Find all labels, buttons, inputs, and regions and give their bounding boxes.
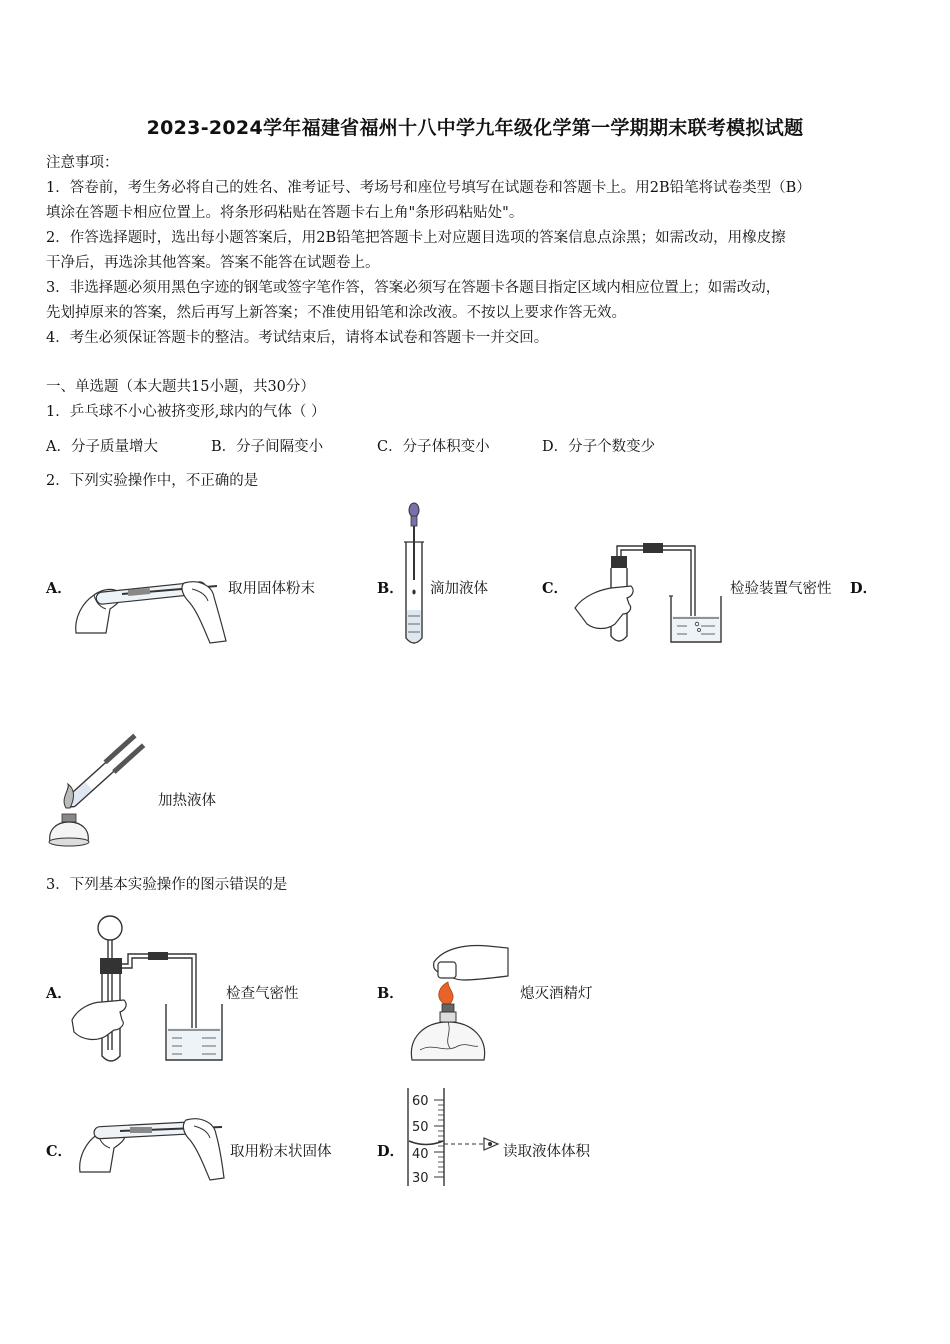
q1-stem: 1．乒乓球不小心被挤变形,球内的气体（ ） xyxy=(46,404,326,420)
q2-option-a-label: 取用固体粉末 xyxy=(228,581,315,597)
q2-option-c-letter[interactable]: C． xyxy=(542,580,569,597)
q3-stem: 3．下列基本实验操作的图示错误的是 xyxy=(46,877,288,893)
extinguish-alcohol-lamp-illustration xyxy=(404,942,516,1066)
q3-option-b-label: 熄灭酒精灯 xyxy=(520,986,593,1002)
q2-stem: 2．下列实验操作中，不正确的是 xyxy=(46,473,259,489)
q2-option-d-letter[interactable]: D． xyxy=(850,580,878,597)
dropper-illustration xyxy=(400,500,430,650)
q3-option-c-label: 取用粉末状固体 xyxy=(230,1144,332,1160)
notice-line: 1．答卷前，考生务必将自己的姓名、准考证号、考场号和座位号填写在试题卷和答题卡上。用2B铅笔将试卷类型（B） xyxy=(46,180,811,196)
notice-line: 填涂在答题卡相应位置上。将条形码粘贴在答题卡右上角"条形码粘贴处"。 xyxy=(46,205,524,221)
section-heading: 一、单选题（本大题共15小题，共30分） xyxy=(46,379,315,395)
airtightness-apparatus-illustration xyxy=(573,538,728,648)
q1-option-d[interactable]: D．分子个数变少 xyxy=(542,439,656,455)
graduated-cylinder-reading-illustration xyxy=(404,1086,506,1190)
notice-line: 2．作答选择题时，选出每小题答案后，用2B铅笔把答题卡上对应题目选项的答案信息点涂黑；如需改动，用橡皮擦 xyxy=(46,230,786,246)
test-tube-powder-illustration xyxy=(72,573,227,645)
notice-line: 先划掉原来的答案，然后再写上新答案；不准使用铅笔和涂改液。不按以上要求作答无效。 xyxy=(46,305,626,321)
scale-label-60: 60 xyxy=(412,1094,429,1109)
page-title: 2023-2024学年福建省福州十八中学九年级化学第一学期期末联考模拟试题 xyxy=(146,117,804,139)
q3-option-c-letter[interactable]: C． xyxy=(46,1143,73,1160)
heating-liquid-illustration xyxy=(46,738,156,850)
q1-option-c[interactable]: C．分子体积变小 xyxy=(377,439,490,455)
q3-option-d-letter[interactable]: D． xyxy=(377,1143,405,1160)
q3-option-d-label: 读取液体体积 xyxy=(503,1144,590,1160)
q3-option-b-letter[interactable]: B． xyxy=(377,985,404,1002)
q2-option-b-label: 滴加液体 xyxy=(430,581,488,597)
q2-option-b-letter[interactable]: B． xyxy=(377,580,404,597)
scale-label-40: 40 xyxy=(412,1147,429,1162)
notice-heading: 注意事项： xyxy=(46,155,119,171)
scale-label-30: 30 xyxy=(412,1171,429,1186)
q1-option-a[interactable]: A．分子质量增大 xyxy=(46,439,158,455)
q2-option-d-label: 加热液体 xyxy=(158,793,216,809)
q3-option-a-label: 检查气密性 xyxy=(226,986,299,1002)
notice-line: 3．非选择题必须用黑色字迹的钢笔或签字笔作答，答案必须写在答题卡各题目指定区域内相应位置上；如需改动， xyxy=(46,280,781,296)
q3-option-a-letter[interactable]: A． xyxy=(46,985,72,1002)
notice-line: 4．考生必须保证答题卡的整洁。考试结束后，请将本试卷和答题卡一并交回。 xyxy=(46,330,549,346)
powder-solid-illustration xyxy=(76,1112,226,1182)
gas-tightness-check-illustration xyxy=(70,910,230,1068)
q2-option-a-letter[interactable]: A． xyxy=(46,580,72,597)
notice-line: 干净后，再选涂其他答案。答案不能答在试题卷上。 xyxy=(46,255,380,271)
q2-option-c-label: 检验装置气密性 xyxy=(730,581,832,597)
q1-option-b[interactable]: B．分子间隔变小 xyxy=(211,439,324,455)
scale-label-50: 50 xyxy=(412,1120,429,1135)
